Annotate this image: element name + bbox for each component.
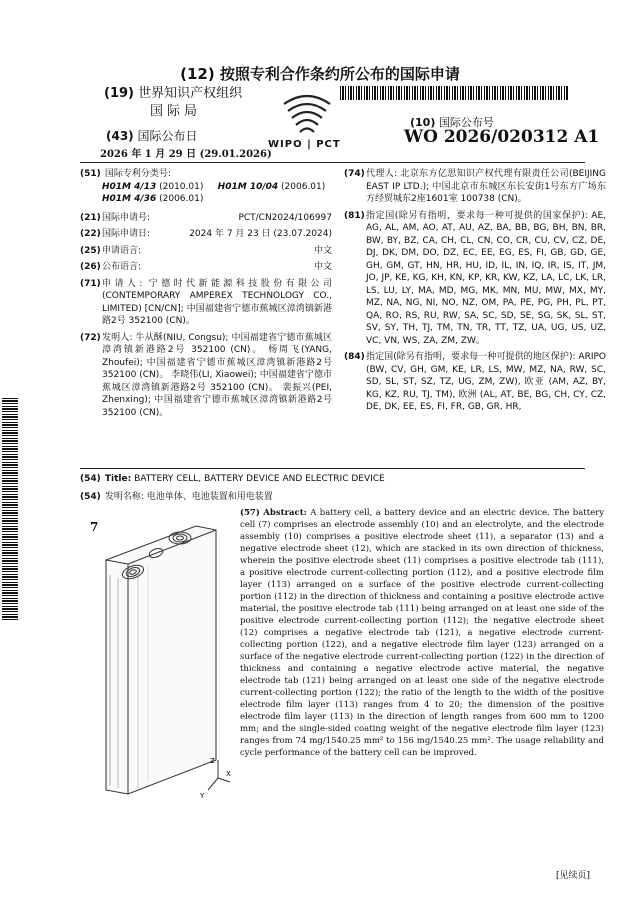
inventor-row — [80, 332, 332, 420]
axis-y: Y — [200, 792, 205, 800]
abstract — [240, 507, 604, 759]
application-number: PCT/CN2024/106997 — [238, 212, 332, 223]
ipc-1-date: (2010.01) — [159, 181, 204, 192]
publang-code: (26) — [80, 262, 101, 272]
ipc-2: H01M 10/04 — [217, 181, 279, 192]
wipo-pct-text: WIPO | PCT — [268, 139, 341, 150]
publang-label: 公布语言: — [102, 262, 142, 272]
document-title: (12) 按照专利合作条约所公布的国际申请 — [180, 65, 460, 83]
lang-code: (25) — [80, 245, 101, 256]
barcode-side — [2, 398, 18, 620]
publication-language: 中文 — [313, 262, 332, 272]
inventor-code: (72) — [80, 332, 101, 343]
appdate-row — [80, 228, 332, 241]
right-column — [344, 168, 606, 414]
abstract-code: (57) — [240, 508, 260, 518]
appdate-code: (22) — [80, 229, 101, 239]
pubdate-label-text: 国际公布日 — [137, 129, 198, 143]
org-code: (19) — [104, 86, 134, 101]
lang-row — [80, 245, 332, 258]
ipc-row-2 — [80, 193, 332, 206]
ipc-row-1 — [80, 181, 332, 194]
axis-x: X — [226, 770, 231, 778]
header-divider — [80, 162, 585, 163]
applicant: 申请人: 宁德时代新能源科技股份有限公司 (CONTEMPORARY AMPEREX TECHNOLOGY CO., LIMITED) [CN/CN]; 中国福建省宁德市蕉城区漳湾镇新港路2号 352100 (CN)。 — [102, 278, 332, 326]
axis-z: Z — [210, 757, 215, 765]
appno-row — [80, 212, 332, 225]
applicant-code: (71) — [80, 278, 101, 289]
title-en-label: Title: — [104, 474, 132, 484]
regions-code: (84) — [344, 352, 365, 362]
appdate-label: 国际申请日: — [102, 229, 151, 239]
abstract-label: Abstract: — [263, 508, 307, 518]
ipc-1: H01M 4/13 — [102, 181, 157, 192]
ipc-3: H01M 4/36 — [102, 194, 157, 204]
states-row — [344, 210, 606, 348]
title-cn-code: (54) — [80, 492, 101, 502]
left-column — [80, 168, 332, 419]
inventors: 发明人: 牛从酥(NIU, Congsu); 中国福建省宁德市蕉城区漳湾镇新港路2号 352100 (CN)。 杨周飞(YANG, Zhoufei); 中国福建省宁德市蕉城区漳湾镇新港路2号 352100 (CN)。 李晓伟(LI, Xiaowei); 中国福建省宁德市蕉城区漳湾镇新港路2号 352100 (CN)。 裴振兴(PEI, Zhenxing); 中国福建省宁德市蕉城区漳湾镇新港路2号 352100 (CN)。 — [102, 332, 332, 418]
barcode-top — [340, 86, 568, 100]
agent-code: (74) — [344, 169, 365, 179]
organization-name — [104, 82, 242, 101]
agent-row — [344, 168, 606, 206]
title-divider-top — [80, 468, 585, 469]
pubdate-label — [106, 127, 198, 144]
appno-code: (21) — [80, 212, 101, 223]
continued-note: [见续页] — [556, 871, 591, 881]
regions-row — [344, 351, 606, 414]
designated-regions: 指定国(除另有指明，要求每一种可提供的地区保护): ARIPO (BW, CV, GH, GM, KE, LR, LS, MW, MZ, NA, RW, SC, SD, SL, ST, SZ, TZ, UG, ZM, ZW), 欧亚 (AM, AZ, BY, KG, KZ, RU, TJ, TM), 欧洲 (AL, AT, BE, BG, CH, CY, CZ, DE, DK, EE, ES, FI, FR, GB, GR, HR, — [366, 352, 606, 412]
pubno-code: (10) — [410, 116, 436, 129]
pubdate-code: (43) — [106, 129, 134, 143]
org-line1: 世界知识产权组织 — [138, 86, 243, 101]
appno-label: 国际申请号: — [102, 212, 151, 223]
lang-label: 申请语言: — [102, 245, 142, 256]
publication-date: 2026 年 1 月 29 日 (29.01.2026) — [100, 149, 272, 160]
agent: 代理人: 北京东方亿思知识产权代理有限责任公司(BEIJING EAST IP LTD.); 中国北京市东城区东长安街1号东方广场东方经贸城东2座1601室 100738 (CN)。 — [366, 169, 606, 204]
pubno-label-text: 国际公布号 — [438, 116, 494, 129]
applicant-row — [80, 278, 332, 328]
ipc-3-date: (2006.01) — [159, 194, 204, 204]
figure-label: 7 — [90, 520, 99, 534]
title-cn-row — [80, 491, 273, 504]
states-code: (81) — [344, 210, 365, 221]
abstract-text: A battery cell, a battery device and an electric device. The battery cell (7) comprises an electrode assembly (10) and an electrolyte, and the electrode assembly (10) comprises a positive electrode sheet (11), a separator (13) and a negative electrode sheet (12), which are stacked in its own direction of thickness, wherein the positive electrode sheet (11) comprises a positive electrode tab (111), a positive electrode current-collecting portion (112), and a positive electrode film layer (113) arranged on a surface of the positive electrode current-collecting portion (112) in the direction of thickness and containing a positive electrode active material, the positive electrode tab (111) being arranged on at least one side of the positive electrode current-collecting portion (112); the negative electrode sheet (12) comprises a negative electrode tab (121), a negative electrode current-collecting portion (122), and a negative electrode film layer (123) arranged on a surface of the negative electrode current-collecting portion (122) in the direction of thickness and containing a negative electrode active material, the negative electrode tab (121) being arranged on at least one side of the negative electrode current-collecting portion (122); the ratio of the length to the width of the positive electrode film layer (113) ranges from 4 to 20; the dimension of the positive electrode film layer (113) in the direction of length ranges from 600 mm to 1200 mm; and the single-sided coating weight of the negative electrode film layer (123) ranges from 74 mg/1540.25 mm² to 156 mg/1540.25 mm². The usage reliability and cycle performance of the battery cell can be improved. — [240, 508, 605, 758]
battery-figure — [88, 520, 233, 810]
title-en-code: (54) — [80, 474, 101, 484]
ipc-2-date: (2006.01) — [281, 181, 326, 192]
title-en: BATTERY CELL, BATTERY DEVICE AND ELECTRIC DEVICE — [134, 474, 385, 484]
filing-language: 中文 — [313, 245, 332, 256]
publang-row — [80, 261, 332, 274]
title-cn: 电池单体、电池装置和用电装置 — [146, 492, 273, 502]
ipc-label: 国际专利分类号: — [104, 169, 171, 179]
org-line2: 国际局 — [150, 104, 202, 119]
application-date: 2024 年 7 月 23 日 (23.07.2024) — [189, 229, 332, 239]
publication-number: WO 2026/020312 A1 — [404, 127, 600, 147]
title-cn-label: 发明名称: — [104, 492, 144, 502]
title-en-row — [80, 473, 385, 486]
designated-states: 指定国(除另有指明，要求每一种可提供的国家保护): AE, AG, AL, AM, AO, AT, AU, AZ, BA, BB, BG, BH, BN, BR, BW, BY, BZ, CA, CH, CL, CN, CO, CR, CU, CV, CZ, DE, DJ, DK, DM, DO, DZ, EC, EE, EG, ES, FI, GB, GD, GE, GH, GM, GT, HN, HR, HU, ID, IL, IN, IQ, IR, IS, IT, JM, JO, JP, KE, KG, KH, KN, KP, KR, KW, KZ, LA, LC, LK, LR, LS, LU, LY, MA, MD, MG, MK, MN, MU, MW, MX, MY, MZ, NA, NG, NI, NO, NZ, OM, PA, PE, PG, PH, PL, PT, QA, RO, RS, RU, RW, SA, SC, SD, SE, SG, SK, SL, ST, SV, SY, TH, TJ, TM, TN, TR, TT, TZ, UA, UG, US, UZ, VC, VN, WS, ZA, ZM, ZW。 — [366, 210, 606, 346]
ipc-code: (51) — [80, 169, 101, 179]
ipc-section — [80, 168, 332, 181]
